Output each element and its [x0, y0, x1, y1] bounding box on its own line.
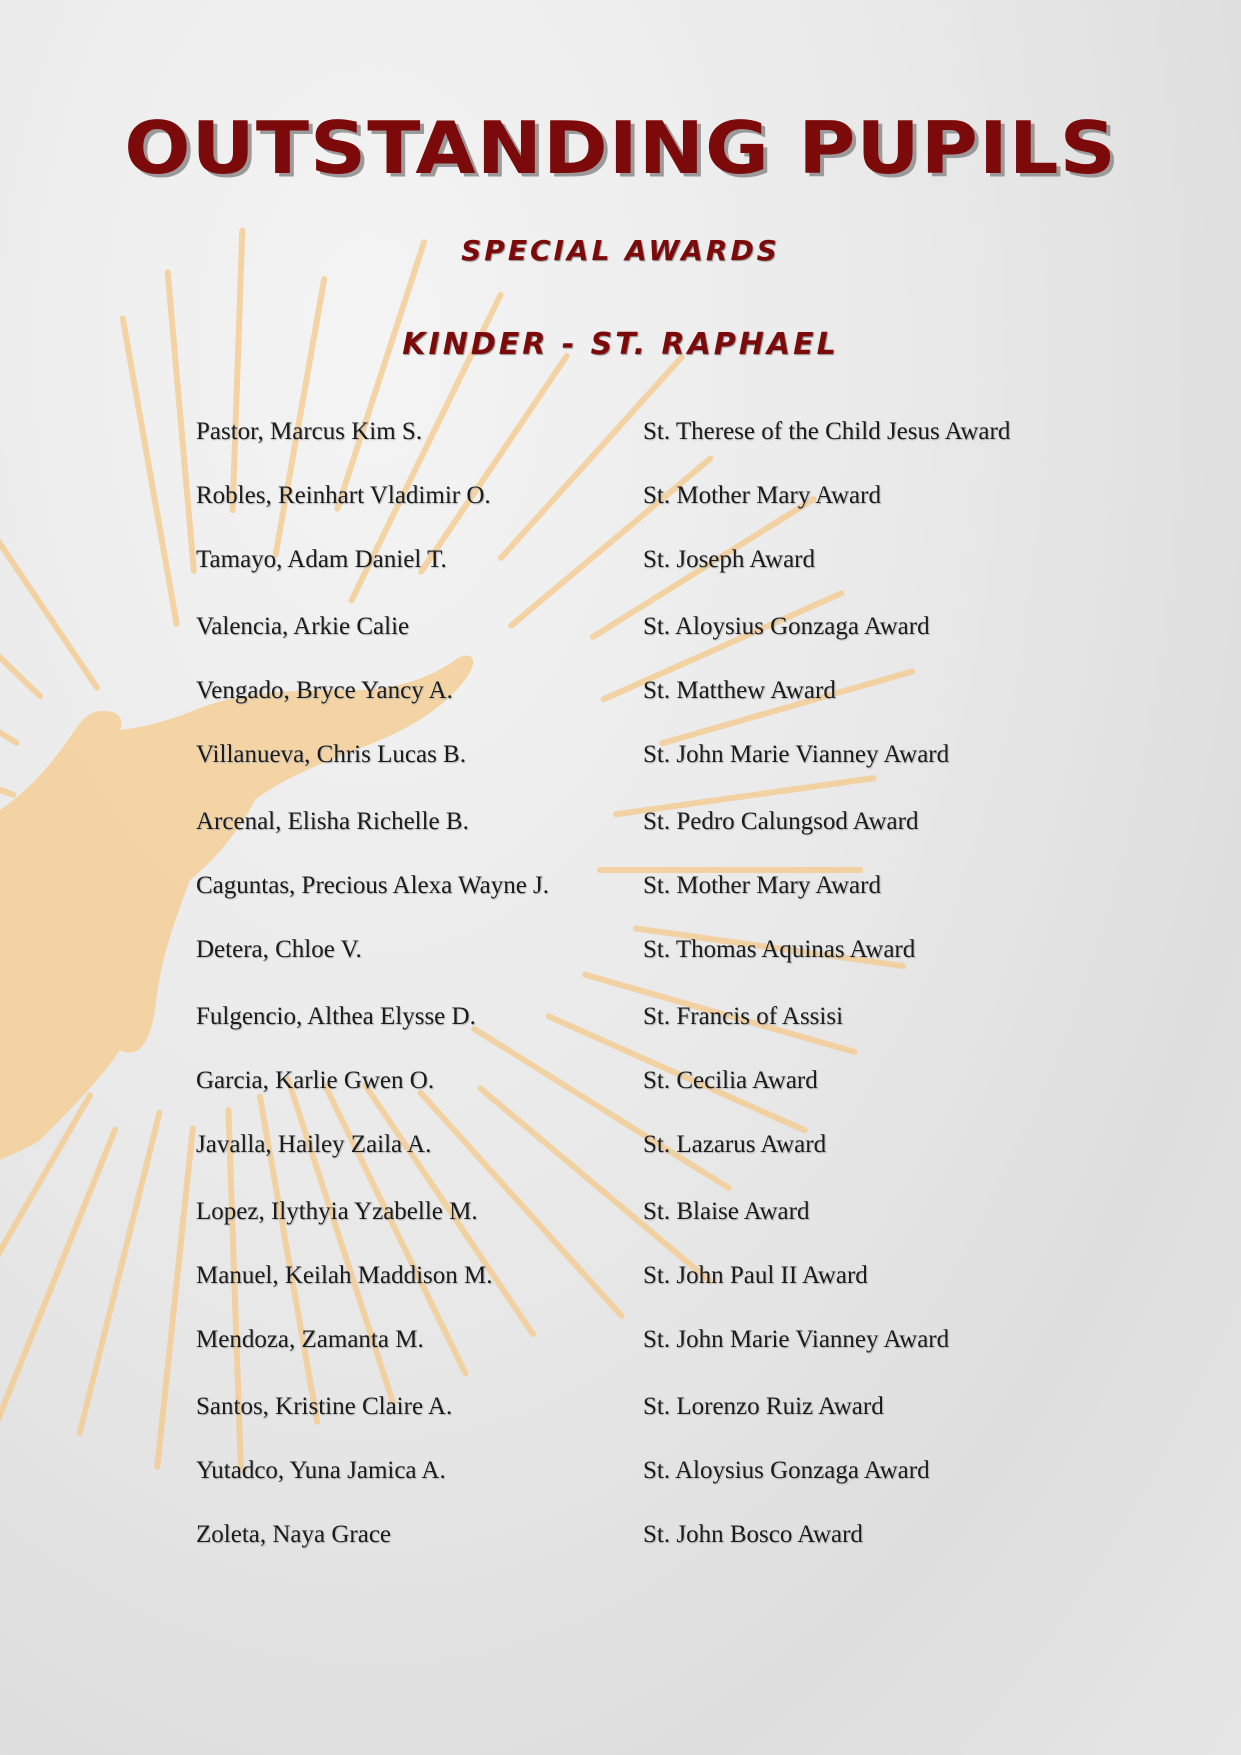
awardee-name: Javalla, Hailey Zaila A. — [196, 1131, 432, 1158]
list-item — [0, 613, 1241, 653]
list-item — [0, 1457, 1241, 1497]
award-title: St. Lazarus Award — [643, 1131, 827, 1158]
award-title: St. Matthew Award — [643, 677, 836, 704]
awardee-name: Zoleta, Naya Grace — [196, 1521, 392, 1548]
page-subtitle: SPECIAL AWARDS — [461, 234, 780, 267]
awardee-name: Fulgencio, Althea Elysse D. — [196, 1003, 476, 1030]
awardee-name: Robles, Reinhart Vladimir O. — [196, 482, 491, 509]
awardee-name: Detera, Chloe V. — [196, 936, 362, 963]
list-item — [0, 418, 1241, 458]
award-title: St. John Marie Vianney Award — [643, 741, 950, 768]
award-title: St. Aloysius Gonzaga Award — [643, 1457, 930, 1484]
list-item — [0, 1131, 1241, 1171]
awardee-name: Santos, Kristine Claire A. — [196, 1393, 453, 1420]
awardee-name: Tamayo, Adam Daniel T. — [196, 546, 447, 573]
award-title: St. Mother Mary Award — [643, 872, 881, 899]
awardee-name: Mendoza, Zamanta M. — [196, 1326, 424, 1353]
awardee-name: Yutadco, Yuna Jamica A. — [196, 1457, 446, 1484]
award-title: St. Cecilia Award — [643, 1067, 818, 1094]
list-item — [0, 1262, 1241, 1302]
page-title: OUTSTANDING PUPILS — [124, 107, 1117, 191]
list-item — [0, 546, 1241, 586]
award-title: St. Joseph Award — [643, 546, 816, 573]
awardee-name: Garcia, Karlie Gwen O. — [196, 1067, 435, 1094]
award-title: St. John Marie Vianney Award — [643, 1326, 950, 1353]
award-title: St. Mother Mary Award — [643, 482, 881, 509]
section-heading: KINDER - ST. RAPHAEL — [402, 327, 839, 362]
award-title: St. John Paul II Award — [643, 1262, 868, 1289]
award-title: St. Thomas Aquinas Award — [643, 936, 916, 963]
list-item — [0, 1067, 1241, 1107]
list-item — [0, 872, 1241, 912]
list-item — [0, 1393, 1241, 1433]
award-title: St. Aloysius Gonzaga Award — [643, 613, 930, 640]
list-item — [0, 1521, 1241, 1561]
awardee-name: Valencia, Arkie Calie — [196, 613, 410, 640]
awardee-name: Pastor, Marcus Kim S. — [196, 418, 423, 445]
list-item — [0, 808, 1241, 848]
list-item — [0, 741, 1241, 781]
awardee-name: Lopez, Ilythyia Yzabelle M. — [196, 1198, 478, 1225]
list-item — [0, 1326, 1241, 1366]
award-title: St. Therese of the Child Jesus Award — [643, 418, 1011, 445]
award-title: St. John Bosco Award — [643, 1521, 863, 1548]
list-item — [0, 677, 1241, 717]
list-item — [0, 936, 1241, 976]
awardee-name: Manuel, Keilah Maddison M. — [196, 1262, 493, 1289]
awardee-name: Arcenal, Elisha Richelle B. — [196, 808, 469, 835]
list-item — [0, 482, 1241, 522]
award-title: St. Lorenzo Ruiz Award — [643, 1393, 884, 1420]
awardee-name: Vengado, Bryce Yancy A. — [196, 677, 453, 704]
award-title: St. Francis of Assisi — [643, 1003, 844, 1030]
awardee-name: Villanueva, Chris Lucas B. — [196, 741, 466, 768]
awardee-name: Caguntas, Precious Alexa Wayne J. — [196, 872, 550, 899]
list-item — [0, 1003, 1241, 1043]
award-title: St. Blaise Award — [643, 1198, 810, 1225]
award-title: St. Pedro Calungsod Award — [643, 808, 919, 835]
list-item — [0, 1198, 1241, 1238]
